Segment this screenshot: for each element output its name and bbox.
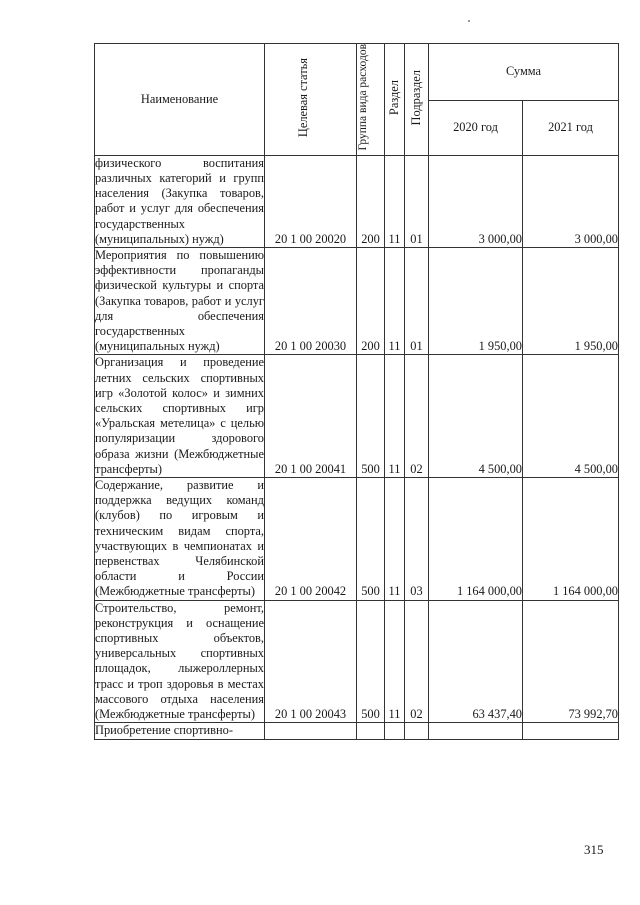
page-number: 315 [584, 842, 604, 857]
row-name: Содержание, развитие и поддержка ведущих команд (клубов) по игровым и техническим видам спорта, участвующих в чемпионатах и первенствах Челябинской области и России (Межбюджетные трансферты) [95, 478, 264, 599]
row-subsection: 01 [405, 155, 429, 247]
row-amount-2020: 1 164 000,00 [429, 478, 523, 601]
row-amount-2021: 3 000,00 [523, 155, 619, 247]
row-amount-2020 [429, 723, 523, 740]
row-code: 20 1 00 20043 [265, 600, 357, 723]
row-amount-2021: 1 164 000,00 [523, 478, 619, 601]
header-subsection: Подраздел [405, 44, 429, 156]
header-year-2020: 2020 год [429, 100, 523, 155]
row-name: Приобретение спортивно- [95, 723, 265, 740]
row-subsection: 02 [405, 600, 429, 723]
row-group [357, 723, 385, 740]
table-row [95, 247, 619, 354]
row-section: 11 [385, 355, 405, 478]
row-code: 20 1 00 20020 [265, 155, 357, 247]
table-row [95, 478, 619, 601]
row-name: Строительство, ремонт, реконструкция и оснащение спортивных объектов, универсальных спортивных площадок, лыжероллерных трасс и троп здоровья в местах массового отдыха населения (Межбюджетные трансферты) [95, 600, 264, 722]
row-code: 20 1 00 20041 [265, 355, 357, 478]
row-subsection: 02 [405, 355, 429, 478]
header-name: Наименование [95, 44, 265, 156]
row-section: 11 [385, 600, 405, 723]
row-name: Мероприятия по повышению эффективности пропаганды физической культуры и спорта (Закупка товаров, работ и услуг для обеспечения государственных (муниципальных нужд) [95, 247, 264, 354]
row-amount-2020: 4 500,00 [429, 355, 523, 478]
header-target: Целевая статья [265, 44, 357, 156]
row-group: 500 [357, 478, 385, 601]
row-group: 500 [357, 600, 385, 723]
table-row [95, 155, 619, 247]
row-code: 20 1 00 20030 [265, 247, 357, 354]
row-name: физического воспитания различных категорий и групп населения (Закупка товаров, работ и услуг для обеспечения государственных (муниципальных) нужд) [95, 155, 264, 246]
table-row [95, 355, 619, 478]
row-section [385, 723, 405, 740]
row-code: 20 1 00 20042 [265, 478, 357, 601]
row-amount-2021 [523, 723, 619, 740]
row-group: 500 [357, 355, 385, 478]
row-amount-2020: 1 950,00 [429, 247, 523, 354]
row-section: 11 [385, 247, 405, 354]
row-amount-2021: 1 950,00 [523, 247, 619, 354]
row-amount-2020: 3 000,00 [429, 155, 523, 247]
row-amount-2021: 73 992,70 [523, 600, 619, 723]
row-section: 11 [385, 155, 405, 247]
table-row [95, 723, 619, 740]
row-section: 11 [385, 478, 405, 601]
header-section: Раздел [385, 44, 405, 156]
row-group: 200 [357, 247, 385, 354]
row-subsection: 01 [405, 247, 429, 354]
row-amount-2021: 4 500,00 [523, 355, 619, 478]
header-group: Группа вида расходов [357, 44, 385, 156]
row-code [265, 723, 357, 740]
header-year-2021: 2021 год [523, 100, 619, 155]
header-sum: Сумма [429, 44, 619, 101]
budget-table [94, 43, 619, 740]
row-amount-2020: 63 437,40 [429, 600, 523, 723]
row-name: Организация и проведение летних сельских спортивных игр «Золотой колос» и зимних сельских спортивных игр «Уральская метелица» с целью популяризации здорового образа жизни (Межбюджетные трансферты) [95, 355, 264, 476]
scan-speck [468, 20, 470, 22]
row-subsection [405, 723, 429, 740]
row-group: 200 [357, 155, 385, 247]
table-row [95, 600, 619, 723]
row-subsection: 03 [405, 478, 429, 601]
